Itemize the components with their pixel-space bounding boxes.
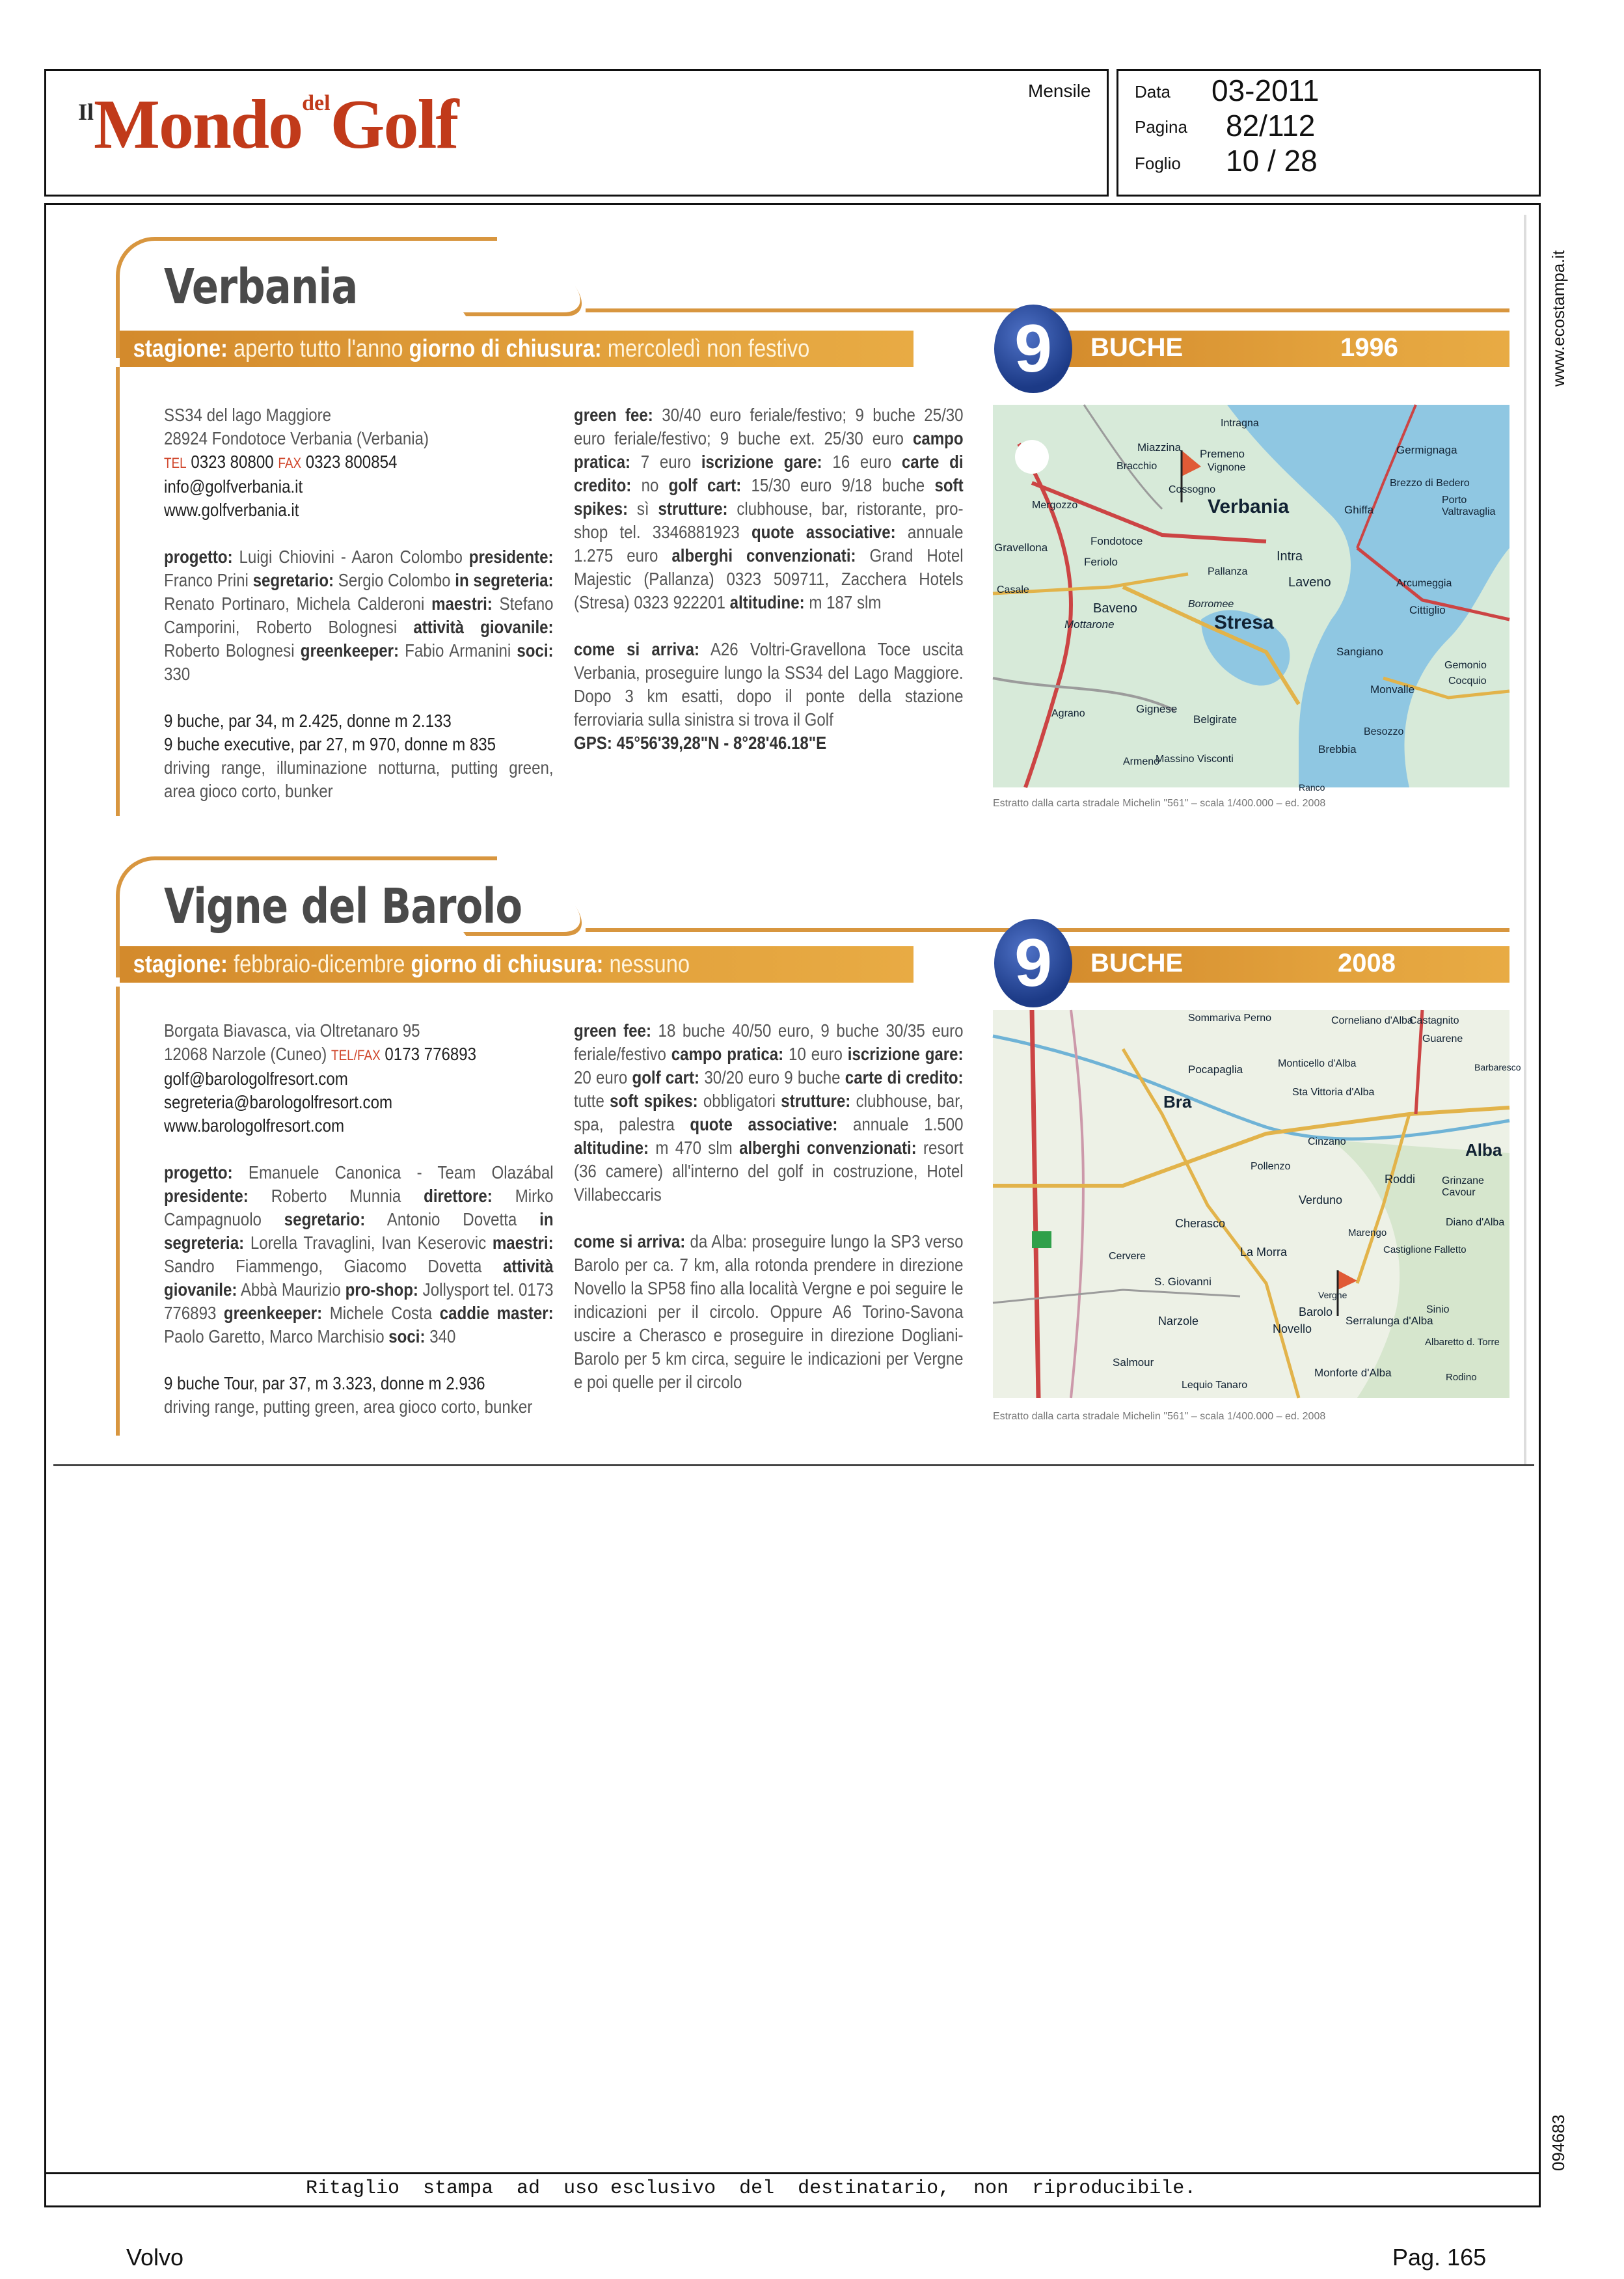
map-label-agrano: Agrano <box>1051 708 1085 719</box>
barolo-web: www.barologolfresort.com <box>164 1115 345 1136</box>
map-label-besozzo: Besozzo <box>1364 726 1404 737</box>
map-label-stresa: Stresa <box>1214 612 1274 633</box>
map-label-sangiano: Sangiano <box>1336 646 1383 658</box>
map-label-monforte: Monforte d'Alba <box>1314 1367 1392 1379</box>
map-label-casale: Casale <box>997 584 1029 595</box>
barolo-col-info <box>574 1019 964 1394</box>
verbania-map-caption: Estratto dalla carta stradale Michelin "561" – scala 1/400.000 – ed. 2008 <box>993 798 1326 809</box>
map-label-ghiffa: Ghiffa <box>1344 504 1374 516</box>
map-label-serralunga: Serralunga d'Alba <box>1346 1315 1433 1327</box>
map-label-massino: Massino Visconti <box>1156 754 1234 765</box>
map-label-porto: Porto Valtravaglia <box>1442 495 1496 517</box>
map-label-pallanza: Pallanza <box>1208 566 1248 577</box>
map-label-monticello: Monticello d'Alba <box>1278 1058 1357 1069</box>
map-label-novello: Novello <box>1273 1322 1312 1335</box>
map-label-vignone: Vignone <box>1208 462 1246 473</box>
website-side-text: www.ecostampa.it <box>1549 250 1568 387</box>
map-label-grinzane: Grinzane Cavour <box>1442 1175 1484 1198</box>
verbania-layout-line1: 9 buche, par 34, m 2.425, donne m 2.133 <box>164 711 452 731</box>
map-label-diano: Diano d'Alba <box>1446 1217 1505 1228</box>
map-label-s-giovanni: S. Giovanni <box>1154 1276 1211 1288</box>
barolo-holes-label: BUCHE <box>1090 949 1184 977</box>
map-label-intra: Intra <box>1277 549 1303 564</box>
map-label-castagnito: Castagnito <box>1409 1015 1459 1026</box>
barolo-title: Vigne del Barolo <box>164 879 522 935</box>
map-label-cherasco: Cherasco <box>1175 1217 1226 1230</box>
map-label-cinzano: Cinzano <box>1308 1136 1346 1147</box>
map-label-barbaresco: Barbaresco <box>1474 1062 1521 1072</box>
footer-rule <box>44 2172 1541 2174</box>
map-label-alba: Alba <box>1465 1140 1502 1160</box>
verbania-web: www.golfverbania.it <box>164 500 299 520</box>
footer-left-text: Volvo <box>126 2244 184 2271</box>
map-label-monvalle: Monvalle <box>1370 683 1415 696</box>
barolo-map-caption: Estratto dalla carta stradale Michelin "561" – scala 1/400.000 – ed. 2008 <box>993 1411 1326 1422</box>
barolo-holes-badge: 9 <box>994 919 1072 1007</box>
verbania-email: info@golfverbania.it <box>164 476 303 497</box>
verbania-title: Verbania <box>164 259 358 315</box>
barolo-staff: progetto: Emanuele Canonica - Team Olazábal presidente: Roberto Munnia direttore: Mirko Campagnuolo segretario: Antonio Dovetta in segreteria: Lorella Travaglini, Ivan Keserovic maestri: Sandro Fiammengo, Giacomo Dovetta attività giovanile: Abbà Maurizio pro-shop: Jollysport tel. 0173 776893 greenkeeper: Michele Costa caddie master: Paolo Garetto, Marco Marchisio soci: 340 <box>164 1162 554 1346</box>
logo-golf: Golf <box>330 86 458 163</box>
meta-foglio-label: Foglio <box>1135 154 1181 173</box>
map-label-guarene: Guarene <box>1422 1033 1463 1044</box>
barolo-info-band: stagione: febbraio-dicembre giorno di chiusura: nessuno <box>120 946 914 983</box>
map-label-bra: Bra <box>1163 1092 1192 1112</box>
verbania-address-line2: 28924 Fondotoce Verbania (Verbania) <box>164 428 429 448</box>
map-label-premeno: Premeno <box>1200 448 1245 460</box>
map-label-belgirate: Belgirate <box>1193 713 1238 726</box>
map-label-arcumeggia: Arcumeggia <box>1396 578 1452 589</box>
verbania-map <box>993 405 1509 793</box>
map-label-feriolo: Feriolo <box>1084 556 1118 568</box>
verbania-holes-label: BUCHE <box>1090 333 1184 362</box>
map-label-la-morra: La Morra <box>1240 1246 1288 1259</box>
barolo-info: green fee: 18 buche 40/50 euro, 9 buche 30/35 euro feriale/festivo campo pratica: 10 euro iscrizione gare: 20 euro golf cart: 30/20 euro 9 buche carte di credito: tutte soft spikes: obbligatori strutture: clubhouse, bar, spa, palestra quote associative: annuale 1.500 altitudine: m 470 slm alberghi convenzionati: resort (36 camere) all'interno del golf in costruzione, Hotel Villabeccaris <box>574 1020 964 1205</box>
verbania-info: green fee: 30/40 euro feriale/festivo; 9 buche 25/30 euro feriale/festivo; 9 buche ext. 25/30 euro campo pratica: 7 euro iscrizione gare: 16 euro carte di credito: no golf cart: 15/30 euro 9/18 buche soft spikes: sì strutture: clubhouse, bar, ristorante, pro-shop tel. 3346881923 quote associative: annuale 1.275 euro alberghi convenzionati: Grand Hotel Majestic (Pallanza) 0323 509711, Zacchera Hotels (Stresa) 0323 922201 altitudine: m 187 slm <box>574 405 964 612</box>
reproduction-notice: Ritaglio stampa ad uso esclusivo del destinatario, non riproducibile. <box>306 2177 1197 2200</box>
map-label-gignese: Gignese <box>1136 703 1178 715</box>
verbania-col-info <box>574 403 964 755</box>
verbania-holes-badge: 9 <box>994 305 1072 393</box>
frequency-label: Mensile <box>1028 81 1091 101</box>
map-label-corneliano: Corneliano d'Alba <box>1331 1015 1413 1026</box>
verbania-fax: 0323 800854 <box>305 452 398 472</box>
map-label-gravellona: Gravellona <box>994 541 1048 554</box>
barolo-left-bar <box>116 987 120 1436</box>
map-label-borromee: Borromee <box>1188 599 1234 610</box>
barolo-address-line1: Borgata Biavasca, via Oltretanaro 95 <box>164 1020 420 1041</box>
map-label-sommariva: Sommariva Perno <box>1188 1013 1272 1024</box>
verbania-staff: progetto: Luigi Chiovini - Aaron Colombo presidente: Franco Prini segretario: Sergio Colombo in segreteria: Renato Portinaro, Michela Calderoni maestri: Stefano Camporini, Roberto Bolognesi attività giovanile: Roberto Bolognesi greenkeeper: Fabio Armanini soci: 330 <box>164 547 554 684</box>
barolo-col-address: Borgata Biavasca, via Oltretanaro 95 12068 Narzole (Cuneo) TEL/FAX 0173 776893 golf@barologolfresort.com segreteria@barologolfresort.com www.barologolfresort.com progetto: Emanuele Canonica - Team Olazábal presidente: Roberto Munnia direttore: Mirko Campagnuolo segretario: Antonio Dovetta in segreteria: Lorella Travaglini, Ivan Keserovic maestri: Sandro Fiammengo, Giacomo Dovetta attività giovanile: Abbà Maurizio pro-shop: Jollysport tel. 0173 776893 greenkeeper: Michele Costa caddie master: Paolo Garetto, Marco Marchisio soci: 340 9 buche Tour, par 37, m 3.323, donne m 2.936 driving range, putting green, area gioco corto, bunker <box>164 1020 554 1417</box>
barolo-year: 2008 <box>1338 949 1396 977</box>
meta-data-label: Data <box>1135 82 1171 102</box>
map-label-vergne: Vergne <box>1318 1290 1347 1300</box>
map-label-pollenzo: Pollenzo <box>1251 1161 1291 1172</box>
map-label-sinio: Sinio <box>1426 1304 1450 1315</box>
code-side-text: 094683 <box>1549 2114 1568 2171</box>
logo-del: del <box>302 91 331 115</box>
barolo-layout-line1: 9 buche Tour, par 37, m 3.323, donne m 2.936 <box>164 1373 485 1393</box>
verbania-col-address: SS34 del lago Maggiore 28924 Fondotoce Verbania (Verbania) TEL 0323 80800 FAX 0323 800854 info@golfverbania.it www.golfverbania.it progetto: Luigi Chiovini - Aaron Colombo presidente: Franco Prini segretario: Sergio Colombo in segreteria: Renato Portinaro, Michela Calderoni maestri: Stefano Camporini, Roberto Bolognesi attività giovanile: Roberto Bolognesi greenkeeper: Fabio Armanini soci: 330 9 buche, par 34, m 2.425, donne m 2.133 9 buche executive, par 27, m 970, donne m 835 driving range, illuminazione notturna, putting green, area gioco corto, bunker <box>164 405 554 801</box>
map-label-armeno: Armeno <box>1123 756 1160 767</box>
verbania-directions: come si arriva: A26 Voltri-Gravellona Toce uscita Verbania, proseguire lungo la SS34 del Lago Maggiore. Dopo 3 km esatti, dopo il ponte della stazione ferroviaria sulla sinistra si trova il Golf GPS: 45°56'39,28"N - 8°28'46.18"E <box>574 639 964 753</box>
verbania-frame-bend <box>445 286 596 316</box>
logo-mondo: Mondo <box>94 86 303 163</box>
map-label-verduno: Verduno <box>1299 1194 1343 1207</box>
barolo-address-line2: 12068 Narzole (Cuneo) <box>164 1044 327 1064</box>
map-label-bracchio: Bracchio <box>1116 461 1157 472</box>
map-label-mergozzo: Mergozzo <box>1032 500 1078 511</box>
verbania-left-bar <box>116 367 120 816</box>
map-label-cossogno: Cossogno <box>1169 484 1216 495</box>
map-label-narzole: Narzole <box>1158 1315 1199 1328</box>
map-label-rodino: Rodino <box>1446 1372 1477 1383</box>
map-label-brezzo: Brezzo di Bedero <box>1390 478 1470 489</box>
map-label-germignaga: Germignaga <box>1396 444 1457 456</box>
map-label-roddi: Roddi <box>1385 1173 1416 1186</box>
meta-pagina-label: Pagina <box>1135 117 1187 137</box>
map-label-pocapaglia: Pocapaglia <box>1188 1063 1243 1076</box>
verbania-tel: 0323 80800 <box>191 452 274 472</box>
map-label-intragna: Intragna <box>1221 418 1259 429</box>
map-label-salmour: Salmour <box>1113 1356 1154 1369</box>
map-label-baveno: Baveno <box>1093 601 1137 616</box>
map-label-castiglione: Castiglione Falletto <box>1383 1244 1467 1255</box>
meta-data-value: 03-2011 <box>1211 74 1320 107</box>
map-label-marengo: Marengo <box>1348 1227 1387 1238</box>
map-label-verbania: Verbania <box>1208 496 1290 517</box>
publication-logo <box>78 86 458 163</box>
map-label-fondotoce: Fondotoce <box>1090 535 1143 547</box>
barolo-map <box>993 1010 1521 1398</box>
barolo-email2: segreteria@barologolfresort.com <box>164 1092 393 1112</box>
verbania-layout-line3: driving range, illuminazione notturna, putting green, area gioco corto, bunker <box>164 757 554 801</box>
verbania-year: 1996 <box>1340 333 1398 362</box>
verbania-gps: GPS: 45°56'39,28"N - 8°28'46.18"E <box>574 733 827 753</box>
map-label-cocquio: Cocquio <box>1448 676 1487 687</box>
map-label-barolo: Barolo <box>1299 1305 1333 1318</box>
verbania-address-line1: SS34 del lago Maggiore <box>164 405 332 425</box>
scan-edge-line <box>53 1464 1534 1466</box>
map-label-ranco: Ranco <box>1299 782 1325 793</box>
map-label-brebbia: Brebbia <box>1318 743 1357 756</box>
verbania-map-svg <box>993 405 1509 787</box>
logo-il: Il <box>78 99 94 125</box>
page-number: Pag. 165 <box>1392 2244 1487 2271</box>
verbania-info-band: stagione: aperto tutto l'anno giorno di chiusura: mercoledì non festivo <box>120 331 914 367</box>
barolo-directions: come si arriva: da Alba: proseguire lungo la SP3 verso Barolo per ca. 7 km, alla rotonda prendere in direzione Novello la SP58 fino alla località Vergne e poi seguire le indicazioni per il circolo. Oppure A6 Torino-Savona uscire a Cherasco e proseguire in direzione Dogliani-Barolo per 5 km circa, seguire le indicazioni per Vergne e poi quelle per il circolo <box>574 1231 964 1392</box>
scan-side-edge <box>1524 215 1526 1464</box>
map-label-lequio: Lequio Tanaro <box>1182 1380 1248 1391</box>
barolo-layout-line3: driving range, putting green, area gioco corto, bunker <box>164 1397 533 1417</box>
map-label-albaretto: Albaretto d. Torre <box>1425 1337 1500 1348</box>
verbania-layout-line2: 9 buche executive, par 27, m 970, donne m 835 <box>164 734 496 754</box>
map-label-laveno: Laveno <box>1288 575 1331 590</box>
meta-foglio-value: 10 / 28 <box>1226 144 1318 178</box>
barolo-tel: 0173 776893 <box>385 1044 477 1064</box>
map-label-cittiglio: Cittiglio <box>1409 604 1446 616</box>
map-label-mottarone: Mottarone <box>1064 618 1115 631</box>
map-label-miazzina: Miazzina <box>1137 441 1182 454</box>
map-label-sta-vittoria: Sta Vittoria d'Alba <box>1292 1087 1375 1098</box>
meta-pagina-value: 82/112 <box>1226 109 1316 143</box>
map-label-gemonio: Gemonio <box>1444 660 1487 671</box>
barolo-email1: golf@barologolfresort.com <box>164 1069 348 1089</box>
map-label-cervere: Cervere <box>1109 1251 1146 1262</box>
